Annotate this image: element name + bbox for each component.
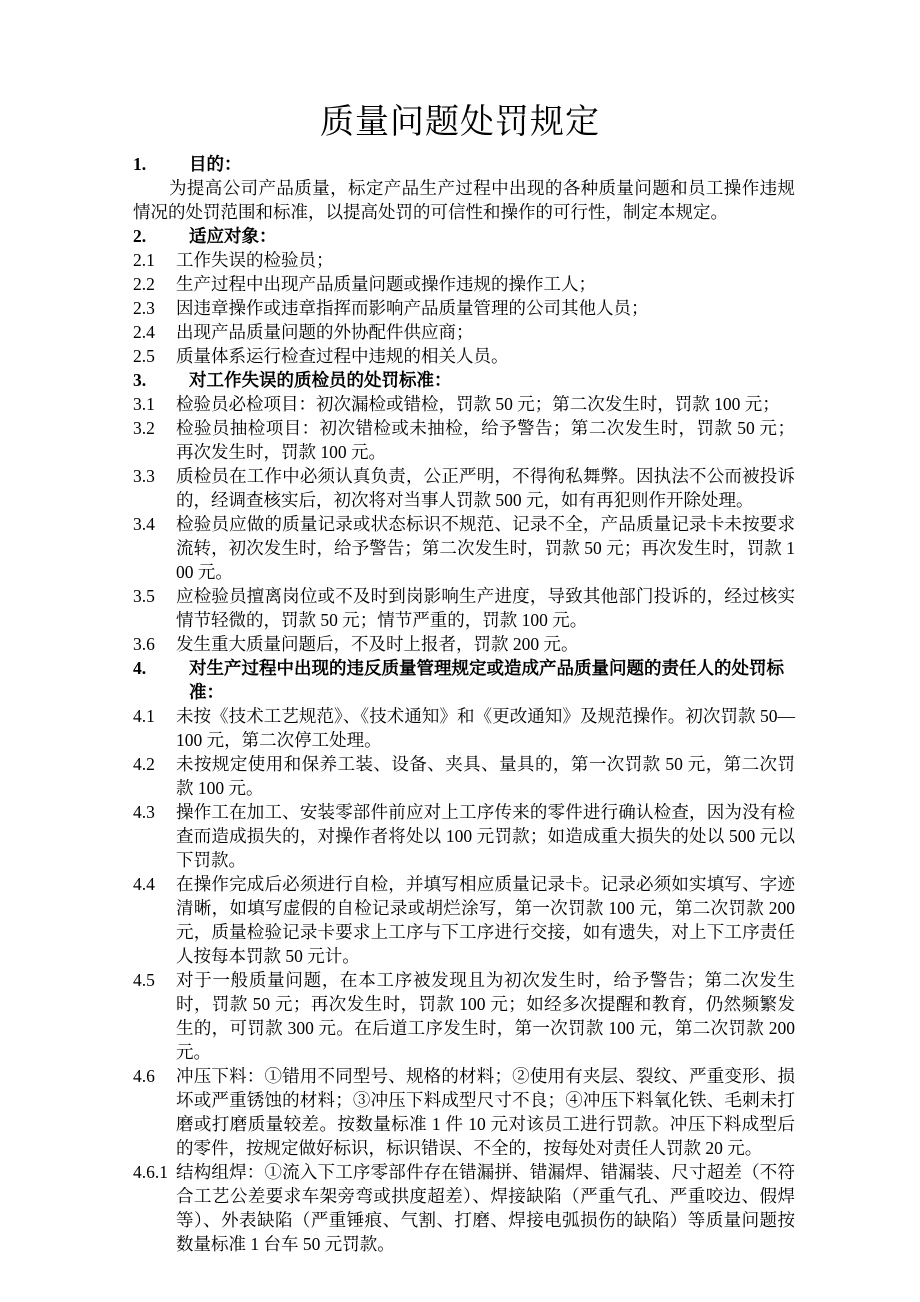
clause-number: 3.5	[133, 586, 155, 606]
clause-number: 4.6.1	[133, 1162, 168, 1182]
section-number-1: 1.	[133, 154, 147, 174]
clause-number: 4.3	[133, 802, 155, 822]
clause-4-2	[133, 752, 795, 800]
clause-text: 生产过程中出现产品质量问题或操作违规的操作工人；	[176, 274, 596, 294]
clause-text: 检验员抽检项目：初次错检或未抽检，给予警告；第二次发生时，罚款 50 元；再次发生时，罚款 100 元。	[176, 418, 795, 462]
section-heading-3	[133, 368, 795, 392]
section-title-4: 对生产过程中出现的违反质量管理规定或造成产品质量问题的责任人的处罚标准：	[189, 658, 784, 702]
clause-text: 因违章操作或违章指挥而影响产品质量管理的公司其他人员；	[176, 298, 649, 318]
clause-text: 结构组焊：①流入下工序零部件存在错漏拼、错漏焊、错漏装、尺寸超差（不符合工艺公差要求车架旁弯或拱度超差）、焊接缺陷（严重气孔、严重咬边、假焊等）、外表缺陷（严重锤痕、气割、打磨、焊接电弧损伤的缺陷）等质量问题按数量标准 1 台车 50 元罚款。	[176, 1162, 795, 1254]
clause-number: 2.2	[133, 274, 155, 294]
section-heading-2	[133, 224, 795, 248]
document-body	[125, 152, 795, 1256]
clause-3-5	[133, 584, 795, 632]
section-number-3: 3.	[133, 370, 147, 390]
clause-number: 2.1	[133, 250, 155, 270]
clause-text: 在操作完成后必须进行自检，并填写相应质量记录卡。记录必须如实填写、字迹清晰，如填写虚假的自检记录或胡烂涂写，第一次罚款 100 元，第二次罚款 200 元，质量检验记录卡要求上工序与下工序进行交接，如有遗失，对上下工序责任人按每本罚款 50 元计。	[176, 874, 795, 966]
clause-3-6	[133, 632, 795, 656]
section-1-paragraph: 为提高公司产品质量，标定产品生产过程中出现的各种质量问题和员工操作违规情况的处罚范围和标准，以提高处罚的可信性和操作的可行性，制定本规定。	[133, 178, 795, 222]
clause-number: 3.1	[133, 394, 155, 414]
clause-text: 质检员在工作中必须认真负责，公正严明，不得徇私舞弊。因执法不公而被投诉的，经调查核实后，初次将对当事人罚款 500 元，如有再犯则作开除处理。	[176, 466, 795, 510]
clause-number: 2.3	[133, 298, 155, 318]
section-title-2: 适应对象：	[189, 226, 277, 246]
clause-number: 3.2	[133, 418, 155, 438]
clause-text: 未按《技术工艺规范》、《技术通知》和《更改通知》及规范操作。初次罚款 50—100 元，第二次停工处理。	[176, 706, 795, 750]
clause-number: 4.4	[133, 874, 155, 894]
clause-text: 操作工在加工、安装零部件前应对上工序传来的零件进行确认检查，因为没有检查而造成损失的，对操作者将处以 100 元罚款；如造成重大损失的处以 500 元以下罚款。	[176, 802, 795, 870]
clause-2-3	[133, 296, 795, 320]
clause-number: 4.5	[133, 970, 155, 990]
clause-text: 应检验员擅离岗位或不及时到岗影响生产进度，导致其他部门投诉的，经过核实情节轻微的，罚款 50 元；情节严重的，罚款 100 元。	[176, 586, 795, 630]
clause-text: 检验员必检项目：初次漏检或错检，罚款 50 元；第二次发生时，罚款 100 元；	[176, 394, 780, 414]
clause-text: 冲压下料：①错用不同型号、规格的材料；②使用有夹层、裂纹、严重变形、损坏或严重锈蚀的材料；③冲压下料成型尺寸不良；④冲压下料氧化铁、毛刺未打磨或打磨质量较差。按数量标准 1 件 10 元对该员工进行罚款。冲压下料成型后的零件，按规定做好标识，标识错误、不全的，按每处对责任人罚款 20 元。	[176, 1066, 795, 1158]
clause-3-2	[133, 416, 795, 464]
clause-3-1	[133, 392, 795, 416]
clause-2-4	[133, 320, 795, 344]
clause-number: 3.4	[133, 514, 155, 534]
section-heading-4	[133, 656, 795, 704]
clause-2-2	[133, 272, 795, 296]
clause-number: 3.6	[133, 634, 155, 654]
clause-text: 质量体系运行检查过程中违规的相关人员。	[176, 346, 509, 366]
clause-4-3	[133, 800, 795, 872]
clause-number: 4.1	[133, 706, 155, 726]
section-heading-1	[133, 152, 795, 176]
section-number-2: 2.	[133, 226, 147, 246]
clause-number: 3.3	[133, 466, 155, 486]
clause-number: 2.4	[133, 322, 155, 342]
clause-text: 工作失误的检验员；	[176, 250, 334, 270]
clause-4-5	[133, 968, 795, 1064]
clause-4-6-1	[133, 1160, 795, 1256]
clause-3-4	[133, 512, 795, 584]
clause-3-3	[133, 464, 795, 512]
clause-text: 对于一般质量问题，在本工序被发现且为初次发生时，给予警告；第二次发生时，罚款 50 元；再次发生时，罚款 100 元；如经多次提醒和教育，仍然频繁发生的，可罚款 300 元。在后道工序发生时，第一次罚款 100 元，第二次罚款 200 元。	[176, 970, 795, 1062]
clause-2-1	[133, 248, 795, 272]
clause-text: 出现产品质量问题的外协配件供应商；	[176, 322, 474, 342]
section-title-1: 目的：	[189, 154, 242, 174]
page-title: 质量问题处罚规定	[320, 104, 600, 141]
clause-text: 检验员应做的质量记录或状态标识不规范、记录不全，产品质量记录卡未按要求流转，初次发生时，给予警告；第二次发生时，罚款 50 元；再次发生时，罚款 100 元。	[176, 514, 795, 582]
clause-2-5	[133, 344, 795, 368]
clause-number: 4.6	[133, 1066, 155, 1086]
clause-number: 4.2	[133, 754, 155, 774]
clause-4-4	[133, 872, 795, 968]
clause-text: 未按规定使用和保养工装、设备、夹具、量具的，第一次罚款 50 元，第二次罚款 100 元。	[176, 754, 795, 798]
section-number-4: 4.	[133, 658, 147, 678]
section-title-3: 对工作失误的质检员的处罚标准：	[189, 370, 452, 390]
clause-4-6	[133, 1064, 795, 1160]
clause-number: 2.5	[133, 346, 155, 366]
clause-4-1	[133, 704, 795, 752]
clause-text: 发生重大质量问题后，不及时上报者，罚款 200 元。	[176, 634, 579, 654]
